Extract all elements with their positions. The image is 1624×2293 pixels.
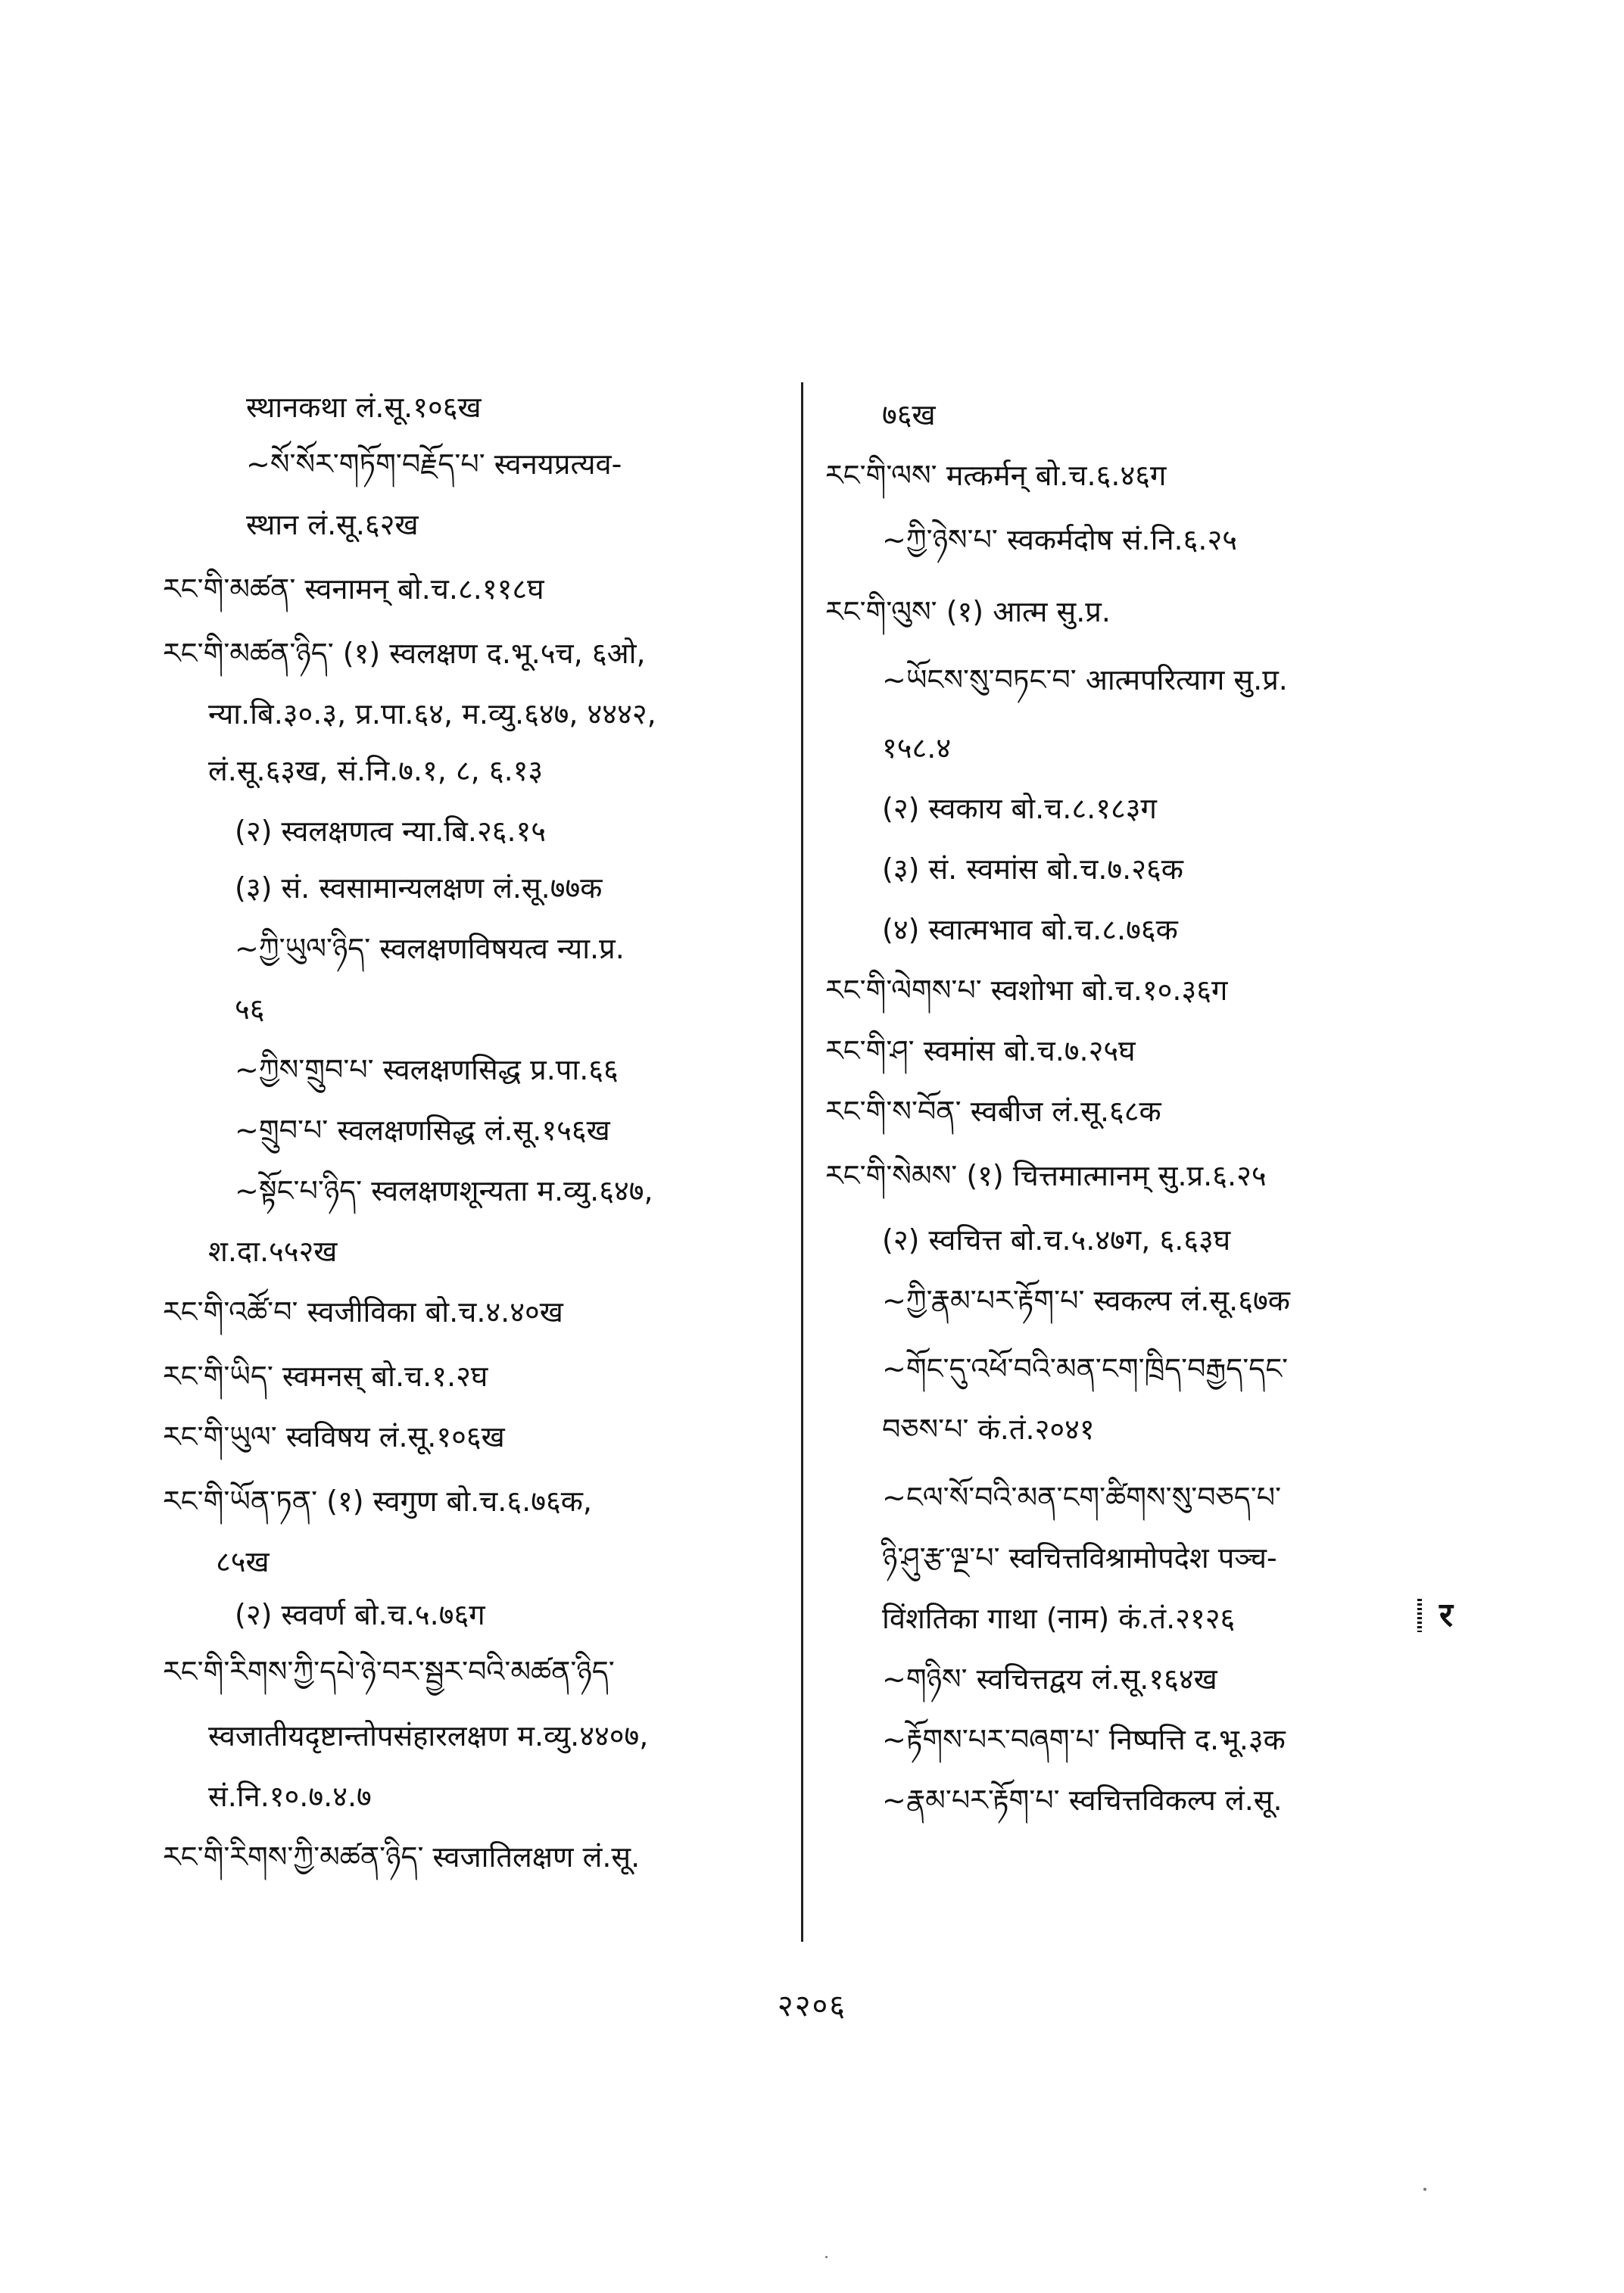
right-line-13: རང་གི་སེམས་ (१) चित्तमात्मानम् सु.प्र.६.२५ bbox=[825, 1159, 1267, 1192]
left-line-2: ~སོ་སོར་གཏོག་བརྗོད་པ་ स्वनयप्रत्यव- bbox=[246, 447, 622, 481]
right-line-9: (४) स्वात्मभाव बो.च.८.७६क bbox=[882, 913, 1178, 946]
left-line-15: श.दा.५५२ख bbox=[208, 1235, 338, 1268]
left-line-8: (२) स्वलक्षणत्व न्या.बि.२६.१५ bbox=[235, 815, 547, 848]
left-line-17: རང་གི་ཡིད་ स्वमनस् बो.च.१.२घ bbox=[163, 1360, 488, 1393]
section-thumb-index: र bbox=[1425, 1599, 1467, 1632]
right-line-1: ७६ख bbox=[882, 398, 936, 431]
left-line-7: लं.सू.६३ख, सं.नि.७.१, ८, ६.१३ bbox=[208, 754, 544, 787]
page-number: २२०६ bbox=[777, 1989, 847, 2024]
left-line-24: सं.नि.१०.७.४.७ bbox=[208, 1780, 372, 1813]
left-line-11: ५६ bbox=[235, 992, 265, 1026]
left-line-4: རང་གི་མཚན་ स्वनामन् बो.च.८.११८घ bbox=[163, 572, 544, 606]
left-line-18: རང་གི་ཡུལ་ स्वविषय लं.सू.१०६ख bbox=[163, 1420, 505, 1453]
right-line-21: ~གཉིས་ स्वचित्तद्वय लं.सू.१६४ख bbox=[882, 1662, 1217, 1696]
right-line-8: (३) सं. स्वमांस बो.च.७.२६क bbox=[882, 852, 1183, 886]
left-line-25: རང་གི་རིགས་ཀྱི་མཚན་ཉིད་ स्वजातिलक्षण लं.सू. bbox=[163, 1840, 641, 1874]
left-line-12: ~ཀྱིས་གྲུབ་པ་ स्वलक्षणसिद्ध प्र.पा.६६ bbox=[235, 1053, 619, 1086]
left-line-13: ~གྲུབ་པ་ स्वलक्षणसिद्ध लं.सू.१५६ख bbox=[235, 1114, 610, 1147]
left-line-5: རང་གི་མཚན་ཉིད་ (१) स्वलक्षण द.भू.५च, ६ओ, bbox=[163, 637, 646, 670]
right-line-3: ~ཀྱི་ཉེས་པ་ स्वकर्मदोष सं.नि.६.२५ bbox=[882, 523, 1237, 556]
left-line-6: न्या.बि.३०.३, प्र.पा.६४, म.व्यु.६४७, ४४४२, bbox=[208, 697, 656, 731]
left-line-14: ~སྟོང་པ་ཉིད་ स्वलक्षणशून्यता म.व्यु.६४७, bbox=[235, 1174, 653, 1207]
left-line-20: ८५ख bbox=[216, 1545, 270, 1578]
right-line-2: རང་གི་ལས་ मत्कर्मन् बो.च.६.४६ग bbox=[825, 459, 1167, 492]
right-line-20: विंशतिका गाथा (नाम) कं.तं.२१२६ bbox=[882, 1602, 1236, 1635]
left-line-23: स्वजातीयदृष्टान्तोपसंहारलक्षण म.व्यु.४४०७, bbox=[208, 1719, 649, 1752]
right-line-19: ཉི་ཤུ་རྩ་ལྔ་པ་ स्वचित्तविश्रामोपदेश पञ्च- bbox=[882, 1541, 1277, 1575]
left-line-10: ~ཀྱི་ཡུལ་ཉིད་ स्वलक्षणविषयत्व न्या.प्र. bbox=[235, 932, 625, 965]
scan-speck bbox=[825, 2256, 828, 2258]
right-line-5: ~ཡོངས་སུ་བཏང་བ་ आत्मपरित्याग सु.प्र. bbox=[882, 663, 1288, 696]
right-line-18: ~ངལ་སོ་བའི་མན་ངག་ཚིགས་སུ་བཅད་པ་ bbox=[882, 1481, 1282, 1514]
left-line-1: स्थानकथा लं.सू.१०६ख bbox=[246, 391, 482, 424]
left-line-22: རང་གི་རིགས་ཀྱི་དཔེ་ཉེ་བར་སྦྱར་བའི་མཚན་ཉིད་ bbox=[163, 1655, 615, 1688]
right-line-6: १५८.४ bbox=[882, 731, 952, 765]
left-line-16: རང་གི་འཚོ་བ་ स्वजीविका बो.च.४.४०ख bbox=[163, 1295, 563, 1329]
left-line-9: (३) सं. स्वसामान्यलक्षण लं.सू.७७क bbox=[235, 871, 603, 905]
right-line-7: (२) स्वकाय बो.च.८.१८३ग bbox=[882, 792, 1157, 825]
left-line-19: རང་གི་ཡོན་ཏན་ (१) स्वगुण बो.च.६.७६क, bbox=[163, 1485, 592, 1518]
right-line-10: རང་གི་ལེགས་པ་ स्वशोभा बो.च.१०.३६ग bbox=[825, 974, 1228, 1007]
right-line-17: བཅས་པ་ कं.तं.२०४१ bbox=[882, 1413, 1095, 1446]
right-line-22: ~རྟོགས་པར་བཞག་པ་ निष्पत्ति द.भू.३क bbox=[882, 1723, 1286, 1756]
right-line-23: ~རྣམ་པར་རྟོག་པ་ स्वचित्तविकल्प लं.सू. bbox=[882, 1784, 1283, 1817]
right-line-16: ~གོང་དུ་འཕོ་བའི་མན་ངག་ཁྲིད་བརྒྱད་དང་ bbox=[882, 1352, 1289, 1385]
right-line-11: རང་གི་ཤ་ स्वमांस बो.च.७.२५घ bbox=[825, 1034, 1136, 1067]
left-line-3: स्थान लं.सू.६२ख bbox=[246, 508, 419, 541]
column-divider bbox=[801, 382, 803, 1942]
left-line-21: (२) स्ववर्ण बो.च.५.७६ग bbox=[235, 1598, 485, 1631]
right-line-12: རང་གི་ས་བོན་ स्वबीज लं.सू.६८क bbox=[825, 1095, 1161, 1128]
right-line-14: (२) स्वचित्त बो.च.५.४७ग, ६.६३घ bbox=[882, 1223, 1231, 1257]
right-line-4: རང་གི་ལུས་ (१) आत्म सु.प्र. bbox=[825, 595, 1111, 628]
right-line-15: ~ཀྱི་རྣམ་པར་རྟོག་པ་ स्वकल्प लं.सू.६७क bbox=[882, 1284, 1290, 1317]
scan-speck bbox=[1423, 2188, 1426, 2191]
